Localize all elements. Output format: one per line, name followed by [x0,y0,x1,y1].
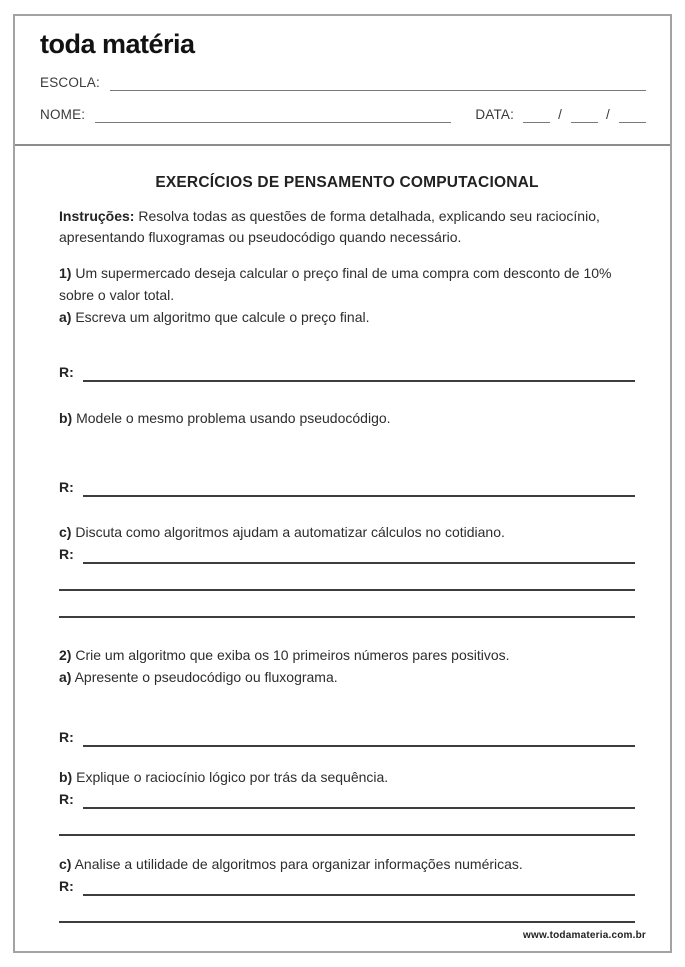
worksheet-page [13,14,672,953]
answer-row-2a [59,728,635,747]
date-day-line [523,108,550,123]
question-1 [59,262,621,328]
answer-extra-line [59,591,635,618]
worksheet-body [15,173,670,923]
footer-url: www.todamateria.com.br [523,930,646,941]
question-2c-letter: c) [59,856,72,872]
question-1c-letter: c) [59,524,72,540]
question-2c [59,853,635,875]
question-1c [59,521,635,543]
answer-fill-line [83,880,635,896]
name-date-row [40,106,646,123]
school-field-row [40,74,646,91]
answer-label: R: [59,791,74,807]
question-1-text: Um supermercado deseja calcular o preço final de uma compra com desconto de 10% sobre o valor total. [59,265,612,303]
toda-materia-logo: toda matéria [40,29,195,59]
answer-extra-line [59,564,635,591]
date-slash: / [558,107,563,122]
answer-row-1a [59,363,635,382]
question-1c-text: Discuta como algoritmos ajudam a automatizar cálculos no cotidiano. [75,524,505,540]
instructions-text: Resolva todas as questões de forma detalhada, explicando seu raciocínio, apresentando fluxogramas ou pseudocódigo quando necessário. [59,208,600,245]
question-1a-letter: a) [59,309,72,325]
answer-label: R: [59,479,74,495]
question-2a-letter: a) [59,669,72,685]
question-1-number: 1) [59,265,72,281]
school-fill-line [110,76,646,91]
instructions-label: Instruções: [59,208,135,224]
question-1a-text: Escreva um algoritmo que calcule o preço final. [75,309,370,325]
answer-row-2b [59,790,635,809]
answer-row-1c [59,545,635,564]
worksheet-title: EXERCÍCIOS DE PENSAMENTO COMPUTACIONAL [155,174,539,191]
question-2 [59,644,635,688]
date-slash: / [606,107,610,122]
instructions [59,206,635,248]
question-2-text: Crie um algoritmo que exiba os 10 primeiros números pares positivos. [75,647,510,663]
question-2b-text: Explique o raciocínio lógico por trás da sequência. [76,769,389,785]
answer-label: R: [59,729,74,745]
answer-fill-line [83,481,635,497]
question-1b-letter: b) [59,410,73,426]
answer-fill-line [83,793,635,809]
page-header [15,16,670,146]
date-year-line [619,108,646,123]
answer-fill-line [83,366,635,382]
question-2a-text: Apresente o pseudocódigo ou fluxograma. [74,669,338,685]
school-label: ESCOLA: [40,75,100,90]
question-2c-text: Analise a utilidade de algoritmos para organizar informações numéricas. [74,856,523,872]
question-2-number: 2) [59,647,72,663]
answer-row-1b [59,478,635,497]
answer-label: R: [59,546,74,562]
footer [523,930,646,941]
question-1b [59,407,635,429]
answer-row-2c [59,877,635,896]
answer-fill-line [83,731,635,747]
question-2b-letter: b) [59,769,73,785]
name-label: NOME: [40,107,86,122]
answer-label: R: [59,364,74,380]
answer-extra-line [59,809,635,836]
answer-label: R: [59,878,74,894]
date-label: DATA: [475,107,515,122]
question-2b [59,766,635,788]
answer-fill-line [83,548,635,564]
answer-extra-line [59,896,635,923]
question-1b-text: Modele o mesmo problema usando pseudocódigo. [76,410,391,426]
date-month-line [571,108,598,123]
name-fill-line [95,108,451,123]
